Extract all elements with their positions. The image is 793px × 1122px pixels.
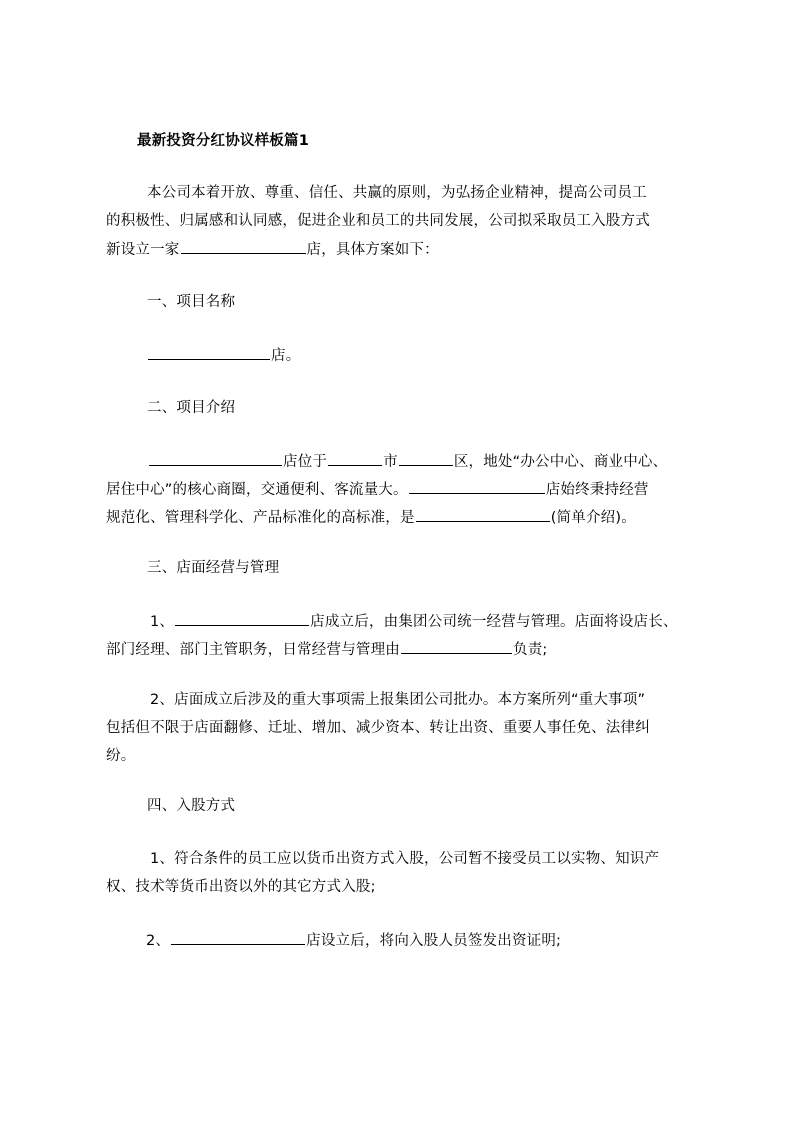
s2-l2-a: 居住中心”的核心商圈，交通便利、客流量大。 xyxy=(106,482,408,498)
section-3-heading: 三、店面经营与管理 xyxy=(147,560,280,576)
section-3-p1-line-2 xyxy=(106,639,548,660)
blank-store-name-3 xyxy=(175,611,309,626)
s4-p2-b: 店设立后，将向入股人员签发出资证明; xyxy=(306,933,562,949)
intro-line-3 xyxy=(106,239,439,260)
s3-p1-l1-b: 店成立后，由集团公司统一经营与管理。店面将设店长、 xyxy=(310,614,678,630)
s2-l1-d: 区，地处“办公中心、商业中心、 xyxy=(453,454,668,470)
blank-city xyxy=(328,451,382,466)
section-4-p1-line-2: 权、技术等货币出资以外的其它方式入股; xyxy=(106,879,376,895)
s2-l1-b: 店位于 xyxy=(283,454,328,470)
s3-p1-l2-a: 部门经理、部门主管职务，日常经营与管理由 xyxy=(106,642,400,658)
blank-store-name-2 xyxy=(409,479,545,494)
section-1-heading: 一、项目名称 xyxy=(147,294,236,310)
section-3-p1-line-1 xyxy=(150,611,678,632)
section-2-line-1 xyxy=(148,451,667,472)
section-2-line-3 xyxy=(106,507,636,528)
section-1-suffix: 店。 xyxy=(271,348,301,364)
section-3-p2-line-3: 纷。 xyxy=(106,748,136,764)
blank-store-name xyxy=(181,239,306,254)
section-3-p2-line-1: 2、店面成立后涉及的重大事项需上报集团公司批办。本方案所列“重大事项” xyxy=(150,692,646,708)
section-2-heading: 二、项目介绍 xyxy=(147,400,236,416)
s2-l1-c: 市 xyxy=(383,454,398,470)
section-2-line-2 xyxy=(106,479,649,500)
s3-p1-num: 1、 xyxy=(150,614,175,630)
intro-line-3-start: 新设立一家 xyxy=(106,242,180,258)
s2-l3-b: (简单介绍)。 xyxy=(550,510,636,526)
intro-line-2: 的积极性、归属感和认同感，促进企业和员工的共同发展，公司拟采取员工入股方式 xyxy=(106,213,650,229)
intro-line-1: 本公司本着开放、尊重、信任、共赢的原则，为弘扬企业精神，提高公司员工 xyxy=(147,185,647,201)
blank-project-name xyxy=(148,345,270,360)
section-4-p2-line xyxy=(146,930,561,951)
section-4-p1-line-1: 1、符合条件的员工应以货币出资方式入股，公司暂不接受员工以实物、知识产 xyxy=(150,851,660,867)
blank-manager xyxy=(401,639,512,654)
blank-brief-intro xyxy=(416,507,550,522)
s2-l2-b: 店始终秉持经营 xyxy=(545,482,649,498)
blank-store-name-4 xyxy=(171,930,305,945)
section-4-heading: 四、入股方式 xyxy=(147,798,236,814)
document-title: 最新投资分红协议样板篇1 xyxy=(137,133,309,149)
s4-p2-num: 2、 xyxy=(146,933,171,949)
section-3-p2-line-2 xyxy=(106,718,697,740)
s3-p1-l2-b: 负责; xyxy=(513,642,548,658)
s3-p2-l2-text: 包括但不限于店面翻修、迁址、增加、减少资本、转让出资、重要人事任免、法律纠 xyxy=(106,720,650,736)
blank-store-location xyxy=(149,451,282,466)
s2-l3-a: 规范化、管理科学化、产品标准化的高标准，是 xyxy=(106,510,415,526)
section-1-text xyxy=(147,345,300,366)
intro-line-3-end: 店，具体方案如下： xyxy=(306,242,439,258)
blank-district xyxy=(399,451,453,466)
